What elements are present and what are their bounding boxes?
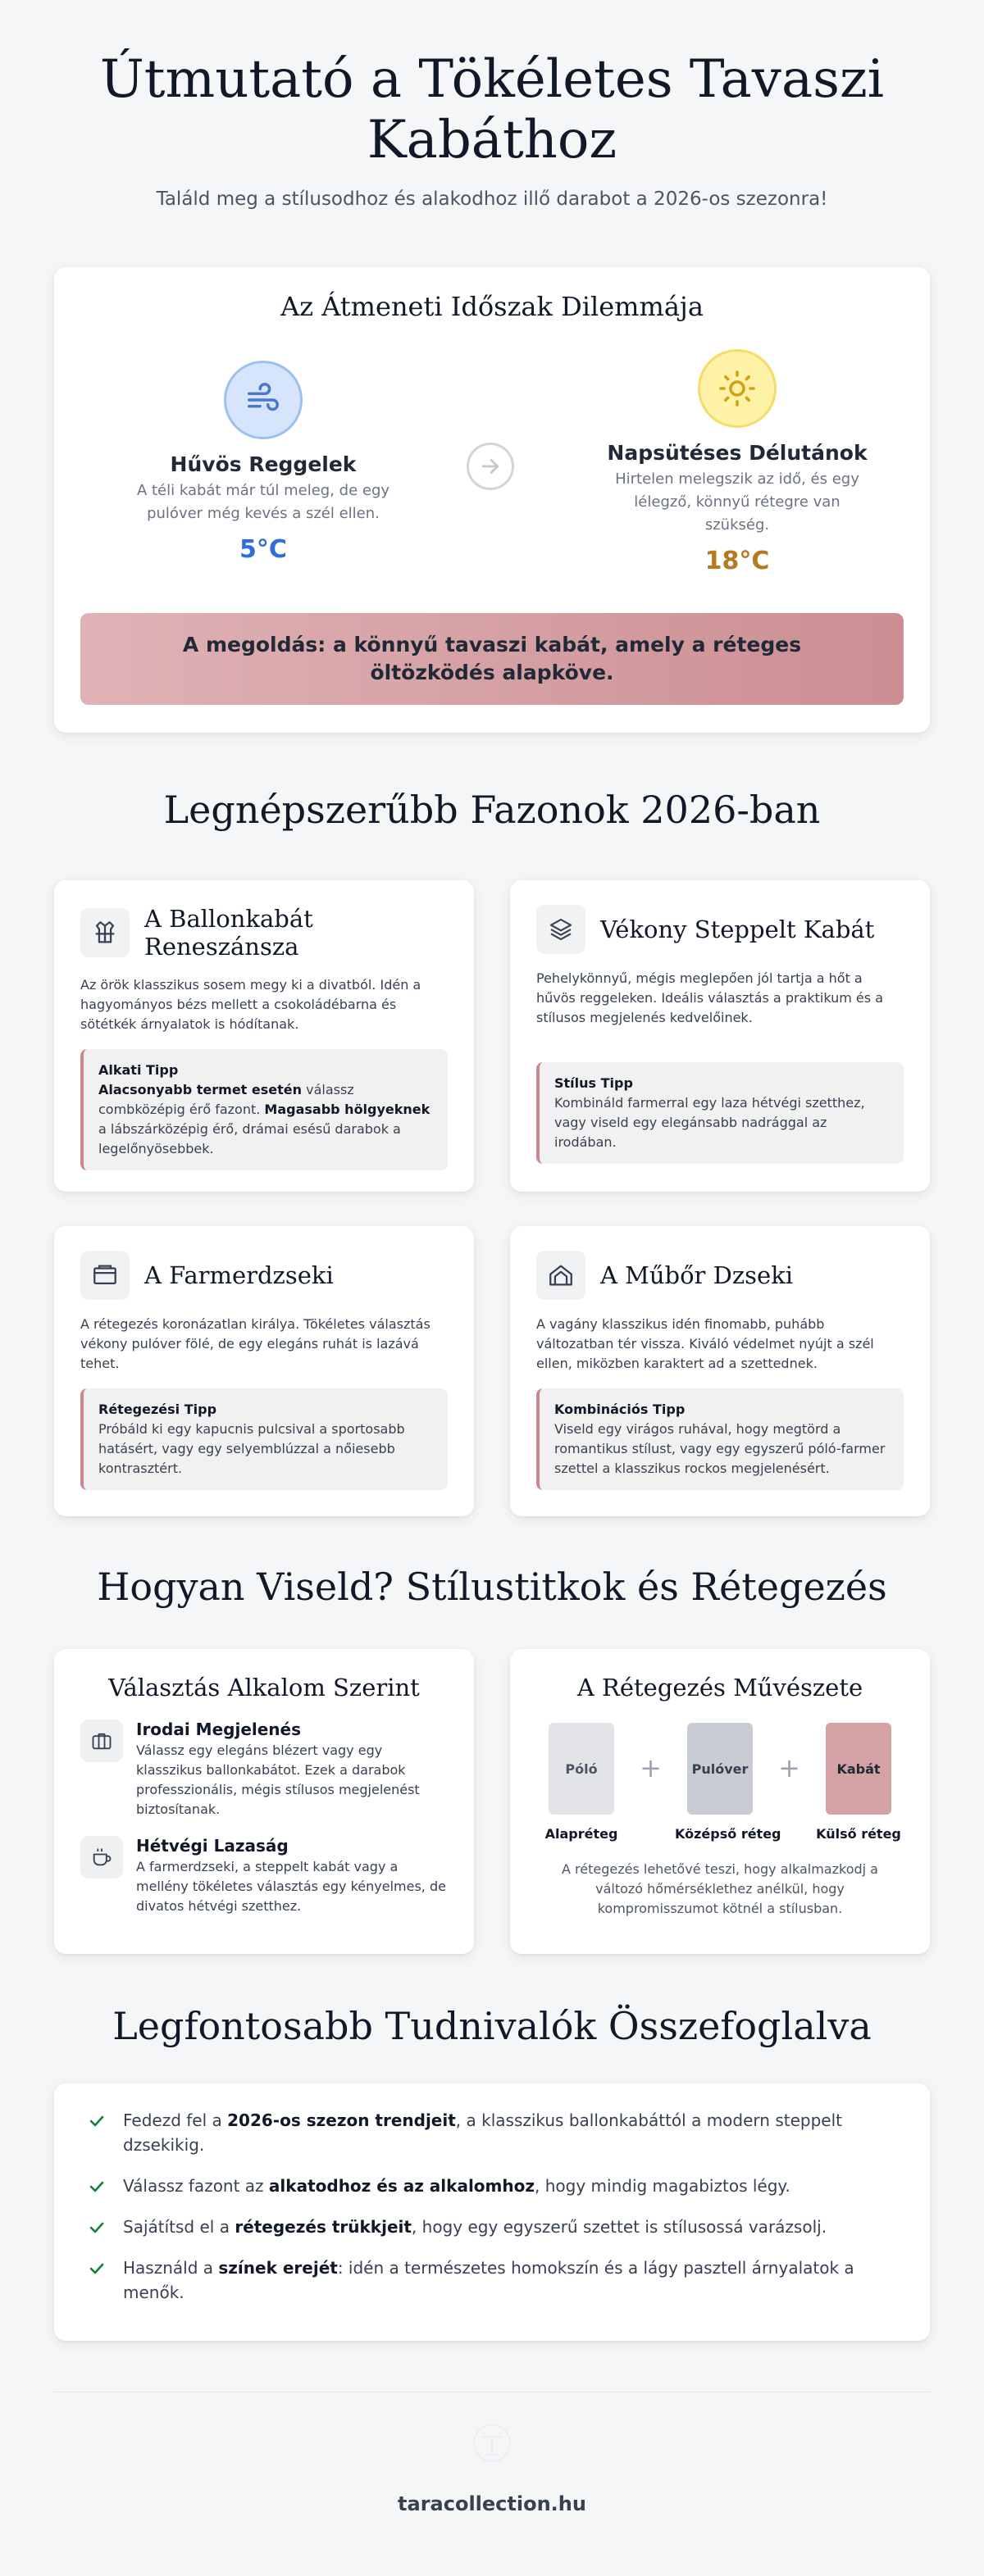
cool-morning-title: Hűvös Reggelek — [170, 452, 357, 476]
style-card-trench — [54, 880, 474, 1192]
dilemma-title: Az Átmeneti Időszak Dilemmája — [280, 291, 704, 322]
denim-jacket-icon — [80, 1251, 130, 1300]
occasion-item-title: Hétvégi Lazaság — [136, 1836, 289, 1856]
briefcase-icon — [80, 1720, 123, 1762]
check-icon — [87, 2177, 107, 2197]
style-card-header — [536, 905, 904, 954]
page-title: Útmutató a Tökéletes Tavaszi Kabáthoz — [99, 49, 885, 170]
summary-item — [87, 2215, 897, 2239]
wind-icon — [224, 361, 303, 439]
plus-icon: + — [778, 1752, 800, 1783]
tip-title: Stílus Tipp — [554, 1075, 633, 1091]
styles-grid-row-2 — [54, 1226, 930, 1516]
tip-text: Viseld egy virágos ruhával, hogy megtörd a romantikus stílust, vagy egy egyszerű póló-farmer szettel a klasszikus rockos megjelenésért. — [554, 1421, 886, 1476]
page-subtitle: Találd meg a stílusodhoz és alakodhoz illő darabot a 2026-os szezonra! — [156, 189, 828, 210]
style-card-text: Az örök klasszikus sosem megy ki a divatból. Idén a hagyományos bézs mellett a csokoládébarna és sötétkék árnyalatok is hódítanak. — [80, 977, 421, 1032]
layer-label: Alapréteg — [544, 1826, 618, 1842]
sunny-afternoon-text: Hirtelen melegszik az idő, és egy lélegző, könnyű rétegre van szükség. — [615, 470, 859, 534]
summary-text: Fedezd fel a 2026-os szezon trendjeit, a klasszikus ballonkabáttól a modern steppelt dzsekikig. — [123, 2110, 842, 2155]
layering-diagram — [536, 1723, 904, 1842]
summary-item — [87, 2174, 897, 2198]
style-tip — [536, 1062, 904, 1164]
layer-box: Póló — [549, 1723, 614, 1815]
trench-coat-icon — [80, 908, 130, 957]
summary-section-title: Legfontosabb Tudnivalók Összefoglalva — [112, 2004, 872, 2048]
footer-website[interactable]: taracollection.hu — [398, 2492, 586, 2515]
tip-text: Próbáld ki egy kapucnis pulcsival a sportosabb hatásért, vagy egy selyemblúzzal a nőiesebb kontrasztért. — [98, 1421, 405, 1476]
style-card-text: Pehelykönnyű, mégis meglepően jól tartja a hőt a hűvös reggeleken. Ideális választás a praktikum és a stílusos megjelenés kedvelőinek. — [536, 970, 883, 1025]
occasion-item-office — [80, 1720, 448, 1820]
occasion-item-text: Válassz egy elegáns blézert vagy egy klasszikus ballonkabátot. Ezek a darabok professzionális, mégis stílusos megjelenést biztosítanak. — [136, 1742, 420, 1817]
occasion-body — [136, 1836, 448, 1916]
cool-morning-text: A téli kabát már túl meleg, de egy pulóver még kevés a szél ellen. — [136, 482, 390, 522]
layering-title: A Rétegezés Művészete — [576, 1674, 863, 1701]
style-card-title: A Műbőr Dzseki — [600, 1261, 794, 1289]
cool-temperature: 5°C — [239, 535, 287, 564]
layering-card — [510, 1649, 930, 1954]
check-icon — [87, 2111, 107, 2131]
tip-title: Kombinációs Tipp — [554, 1402, 686, 1417]
occasion-item-weekend — [80, 1836, 448, 1916]
summary-text: Válassz fazont az alkatodhoz és az alkalomhoz, hogy mindig magabiztos légy. — [123, 2176, 790, 2196]
style-card-quilted — [510, 880, 930, 1192]
occasion-body — [136, 1720, 448, 1820]
occasion-item-text: A farmerdzseki, a steppelt kabát vagy a mellény tökéletes választás egy kényelmes, de divatos hétvégi szetthez. — [136, 1859, 446, 1914]
style-card-header — [80, 1251, 448, 1300]
style-card-header — [80, 905, 448, 961]
style-card-leather — [510, 1226, 930, 1516]
body-type-tip — [80, 1049, 448, 1170]
layer-label: Középső réteg — [675, 1826, 781, 1842]
summary-card — [54, 2083, 930, 2341]
style-card-title: Vékony Steppelt Kabát — [600, 915, 875, 943]
sunny-afternoon-column — [602, 349, 872, 575]
style-card-text: A vagány klasszikus idén finomabb, puhább változatban tér vissza. Kiváló védelmet nyújt a szél ellen, miközben karaktert ad a szettednek. — [536, 1316, 874, 1371]
layer-box: Pulóver — [687, 1723, 753, 1815]
howto-grid — [54, 1649, 930, 1954]
combination-tip — [536, 1388, 904, 1490]
solution-banner: A megoldás: a könnyű tavaszi kabát, amely a réteges öltözködés alapköve. — [80, 613, 904, 705]
tip-title: Rétegezési Tipp — [98, 1402, 217, 1417]
dilemma-card — [54, 267, 930, 733]
layer-middle — [675, 1723, 781, 1842]
tip-text: Kombináld farmerral egy laza hétvégi szetthez, vagy viseld egy elegánsabb nadrággal az irodában. — [554, 1095, 865, 1150]
layer-outer — [813, 1723, 904, 1842]
style-card-header — [536, 1251, 904, 1300]
check-icon — [87, 2259, 107, 2278]
layering-tip — [80, 1388, 448, 1490]
style-card-denim — [54, 1226, 474, 1516]
layers-icon — [536, 905, 585, 954]
plus-icon: + — [640, 1752, 662, 1783]
brand-logo-icon — [54, 2420, 930, 2469]
leather-jacket-icon — [536, 1251, 585, 1300]
occasion-title: Választás Alkalom Szerint — [108, 1674, 420, 1701]
occasion-item-title: Irodai Megjelenés — [136, 1720, 302, 1739]
arrow-right-icon — [467, 443, 514, 490]
style-card-title: A Farmerdzseki — [144, 1261, 334, 1289]
check-icon — [87, 2218, 107, 2238]
layer-box: Kabát — [826, 1723, 891, 1815]
sun-icon — [698, 349, 777, 428]
summary-text: Sajátítsd el a rétegezés trükkjeit, hogy egy egyszerű szettet is stílusossá varázsolj. — [123, 2217, 827, 2237]
howto-section-title: Hogyan Viseld? Stílustitkok és Rétegezés — [97, 1565, 887, 1609]
cool-morning-column — [128, 361, 399, 564]
summary-item — [87, 2108, 897, 2157]
sunny-afternoon-title: Napsütéses Délutánok — [607, 441, 868, 465]
layering-text: A rétegezés lehetővé teszi, hogy alkalmazkodj a változó hőmérséklethez anélkül, hogy kompromisszumot kötnél a stílusban. — [562, 1861, 878, 1916]
warm-temperature: 18°C — [704, 547, 770, 575]
tip-text: Alacsonyabb termet esetén válassz combközépig érő fazont. Magasabb hölgyeknek a lábszárközépig érő, drámai esésű darabok a legelőnyösebbek. — [98, 1082, 430, 1156]
layer-label: Külső réteg — [816, 1826, 901, 1842]
tip-title: Alkati Tipp — [98, 1062, 179, 1078]
occasion-card — [54, 1649, 474, 1954]
coffee-cup-icon — [80, 1836, 123, 1879]
summary-item — [87, 2256, 897, 2305]
style-card-text: A rétegezés koronázatlan királya. Tökéletes választás vékony pulóver fölé, de egy elegáns ruhát is lazává tehet. — [80, 1316, 430, 1371]
style-card-title: A Ballonkabát Reneszánsza — [144, 905, 313, 961]
summary-text: Használd a színek erejét: idén a természetes homokszín és a lágy pasztell árnyalatok a menők. — [123, 2258, 854, 2302]
layer-base — [536, 1723, 626, 1842]
styles-grid-row-1 — [54, 880, 930, 1192]
styles-section-title: Legnépszerűbb Fazonok 2026-ban — [163, 788, 821, 832]
